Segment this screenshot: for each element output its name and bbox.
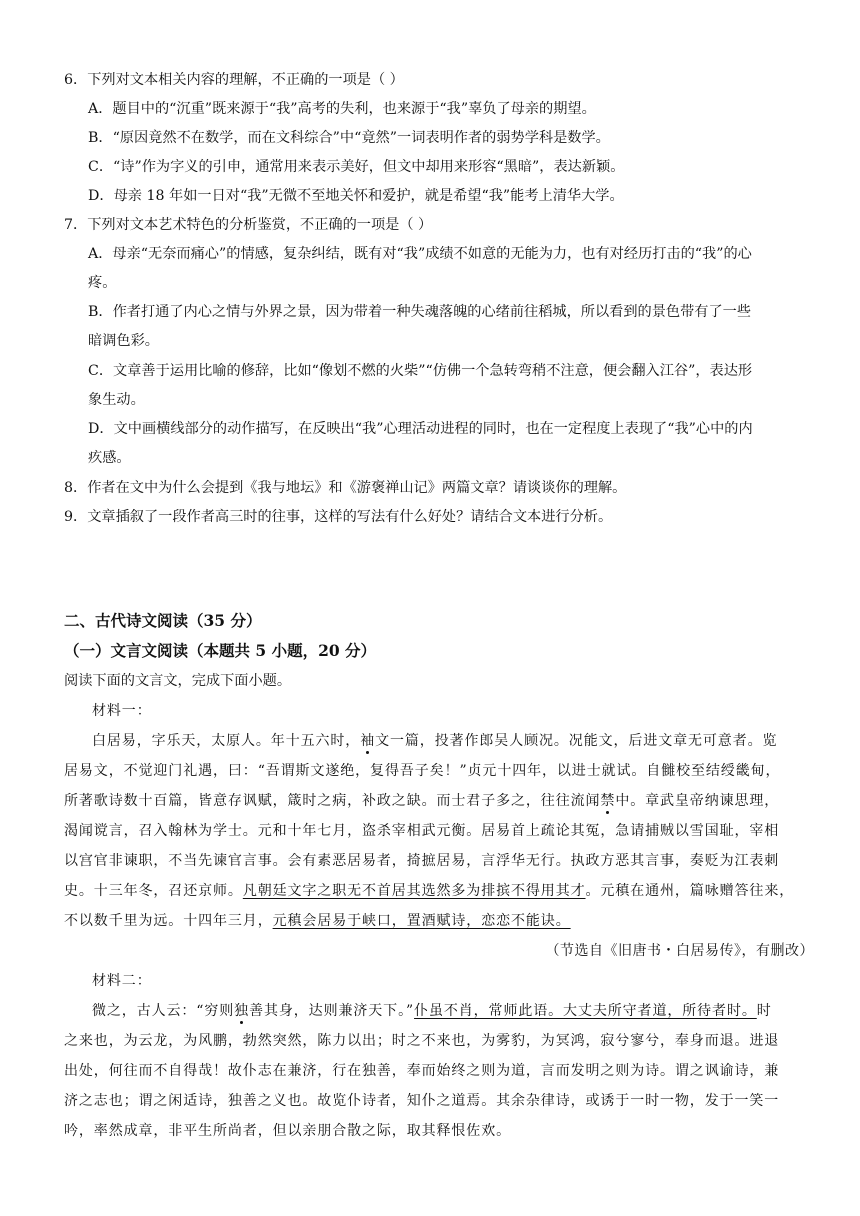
reading-instruction: 阅读下面的文言文，完成下面小题。	[64, 673, 292, 689]
subsection-title: （一）文言文阅读（本题共 5 小题，20 分）	[64, 641, 377, 660]
question-6-option-d: D．母亲 18 年如一日对“我”无微不至地关怀和爱护，就是希望“我”能考上清华大学。	[88, 188, 624, 204]
question-9: 9．文章插叙了一段作者高三时的往事，这样的写法有什么好处？请结合文本进行分析。	[64, 509, 613, 525]
section-title: 二、古代诗文阅读（35 分）	[64, 611, 262, 630]
question-6-stem: 6．下列对文本相关内容的理解，不正确的一项是（ ）	[64, 72, 404, 88]
question-6-option-b: B．“原因竟然不在数学，而在文科综合”中“竟然”一词表明作者的弱势学科是数学。	[88, 130, 610, 146]
material-1-line-7: 不以数千里为远。十四年三月，元稹会居易于峡口，置酒赋诗，恋恋不能诀。	[64, 913, 571, 929]
question-7-option-d: D．文中画横线部分的动作描写，在反映出“我”心理活动进程的同时，也在一定程度上表现了“我”心中的内	[88, 421, 753, 437]
material-1-line-3: 所著歌诗数十百篇，皆意存讽赋，箴时之病，补政之缺。而士君子多之，往往流闻禁中。章武皇帝纳谏思理，	[64, 793, 780, 809]
question-7-option-b: B．作者打通了内心之情与外界之景，因为带着一种失魂落魄的心绪前往稻城，所以看到的景色带有了一些	[88, 304, 752, 320]
dotted-char: 袖	[360, 733, 376, 749]
material-1-label: 材料一：	[92, 703, 152, 719]
question-7-option-c: C．文章善于运用比喻的修辞，比如“像划不燃的火柴”“仿佛一个急转弯稍不注意，便会翻入江谷”，表达形	[88, 363, 753, 379]
question-7-option-a: A．母亲“无奈而痛心”的情感，复杂纠结，既有对“我”成绩不如意的无能为力，也有对经历打击的“我”的心	[88, 246, 752, 262]
material-1-line-2: 居易文，不觉迎门礼遇，曰：“吾谓斯文遂绝，复得吾子矣！”贞元十四年，以进士就试。自雠校至结绶畿甸，	[64, 763, 781, 779]
material-1-line-4: 渴闻谠言，召入翰林为学士。元和十年七月，盗杀宰相武元衡。居易首上疏论其冤，急请捕贼以雪国耻，宰相	[64, 823, 780, 839]
material-2-line-3: 出处，何往而不自得哉！故仆志在兼济，行在独善，奉而始终之则为道，言而发明之则为诗。谓之讽谕诗，兼	[64, 1063, 780, 1079]
material-1-line-6: 史。十三年冬，召还京师。凡朝廷文字之职无不首居其选然多为排摈不得用其才。元稹在通州，篇咏赠答往来，	[64, 883, 795, 899]
material-1-line-1: 白居易，字乐天，太原人。年十五六时，袖文一篇，投著作郎吴人顾况。况能文，后进文章无可意者。览	[92, 733, 778, 749]
question-8: 8．作者在文中为什么会提到《我与地坛》和《游褒禅山记》两篇文章？请谈谈你的理解。	[64, 480, 627, 496]
source-note: （节选自《旧唐书・白居易传》，有删改）	[545, 943, 814, 959]
material-2-line-5: 吟，率然成章，非平生所尚者，但以亲朋合散之际，取其释恨佐欢。	[64, 1123, 511, 1139]
material-2-label: 材料二：	[92, 973, 152, 989]
underlined-sentence: 元稹会居易于峡口，置酒赋诗，恋恋不能诀。	[272, 913, 571, 929]
material-1-line-5: 以宫官非谏职，不当先谏官言事。会有素恶居易者，掎摭居易，言浮华无行。执政方恶其言事，奏贬为江表刺	[64, 853, 780, 869]
underlined-sentence: 仆虽不肖，常师此语。大丈夫所守者道，所待者时。	[414, 1003, 757, 1019]
dotted-char: 独	[234, 1003, 250, 1019]
dotted-char: 禁	[600, 793, 616, 809]
question-7-option-b-cont: 暗调色彩。	[88, 333, 159, 349]
question-7-option-a-cont: 疼。	[88, 275, 117, 291]
question-7-stem: 7．下列对文本艺术特色的分析鉴赏，不正确的一项是（ ）	[64, 217, 433, 233]
material-2-line-4: 济之志也；谓之闲适诗，独善之义也。故览仆诗者，知仆之道焉。其余杂律诗，或诱于一时一物，发于一笑一	[64, 1093, 780, 1109]
question-6-option-a: A．题目中的“沉重”既来源于“我”高考的失利，也来源于“我”辜负了母亲的期望。	[88, 101, 596, 117]
question-6-option-c: C．“诗”作为字义的引申，通常用来表示美好，但文中却用来形容“黑暗”，表达新颖。	[88, 159, 625, 175]
material-2-line-2: 之来也，为云龙，为风鹏，勃然突然，陈力以出；时之不来也，为雾豹，为冥鸿，寂兮寥兮，奉身而退。进退	[64, 1033, 780, 1049]
material-2-line-1: 微之，古人云：“穷则独善其身，达则兼济天下。”仆虽不肖，常师此语。大丈夫所守者道，所待者时。时	[92, 1003, 772, 1019]
question-7-option-d-cont: 疚感。	[88, 450, 131, 466]
question-7-option-c-cont: 象生动。	[88, 392, 145, 408]
underlined-sentence: 凡朝廷文字之职无不首居其选然多为排摈不得用其才	[242, 883, 586, 899]
